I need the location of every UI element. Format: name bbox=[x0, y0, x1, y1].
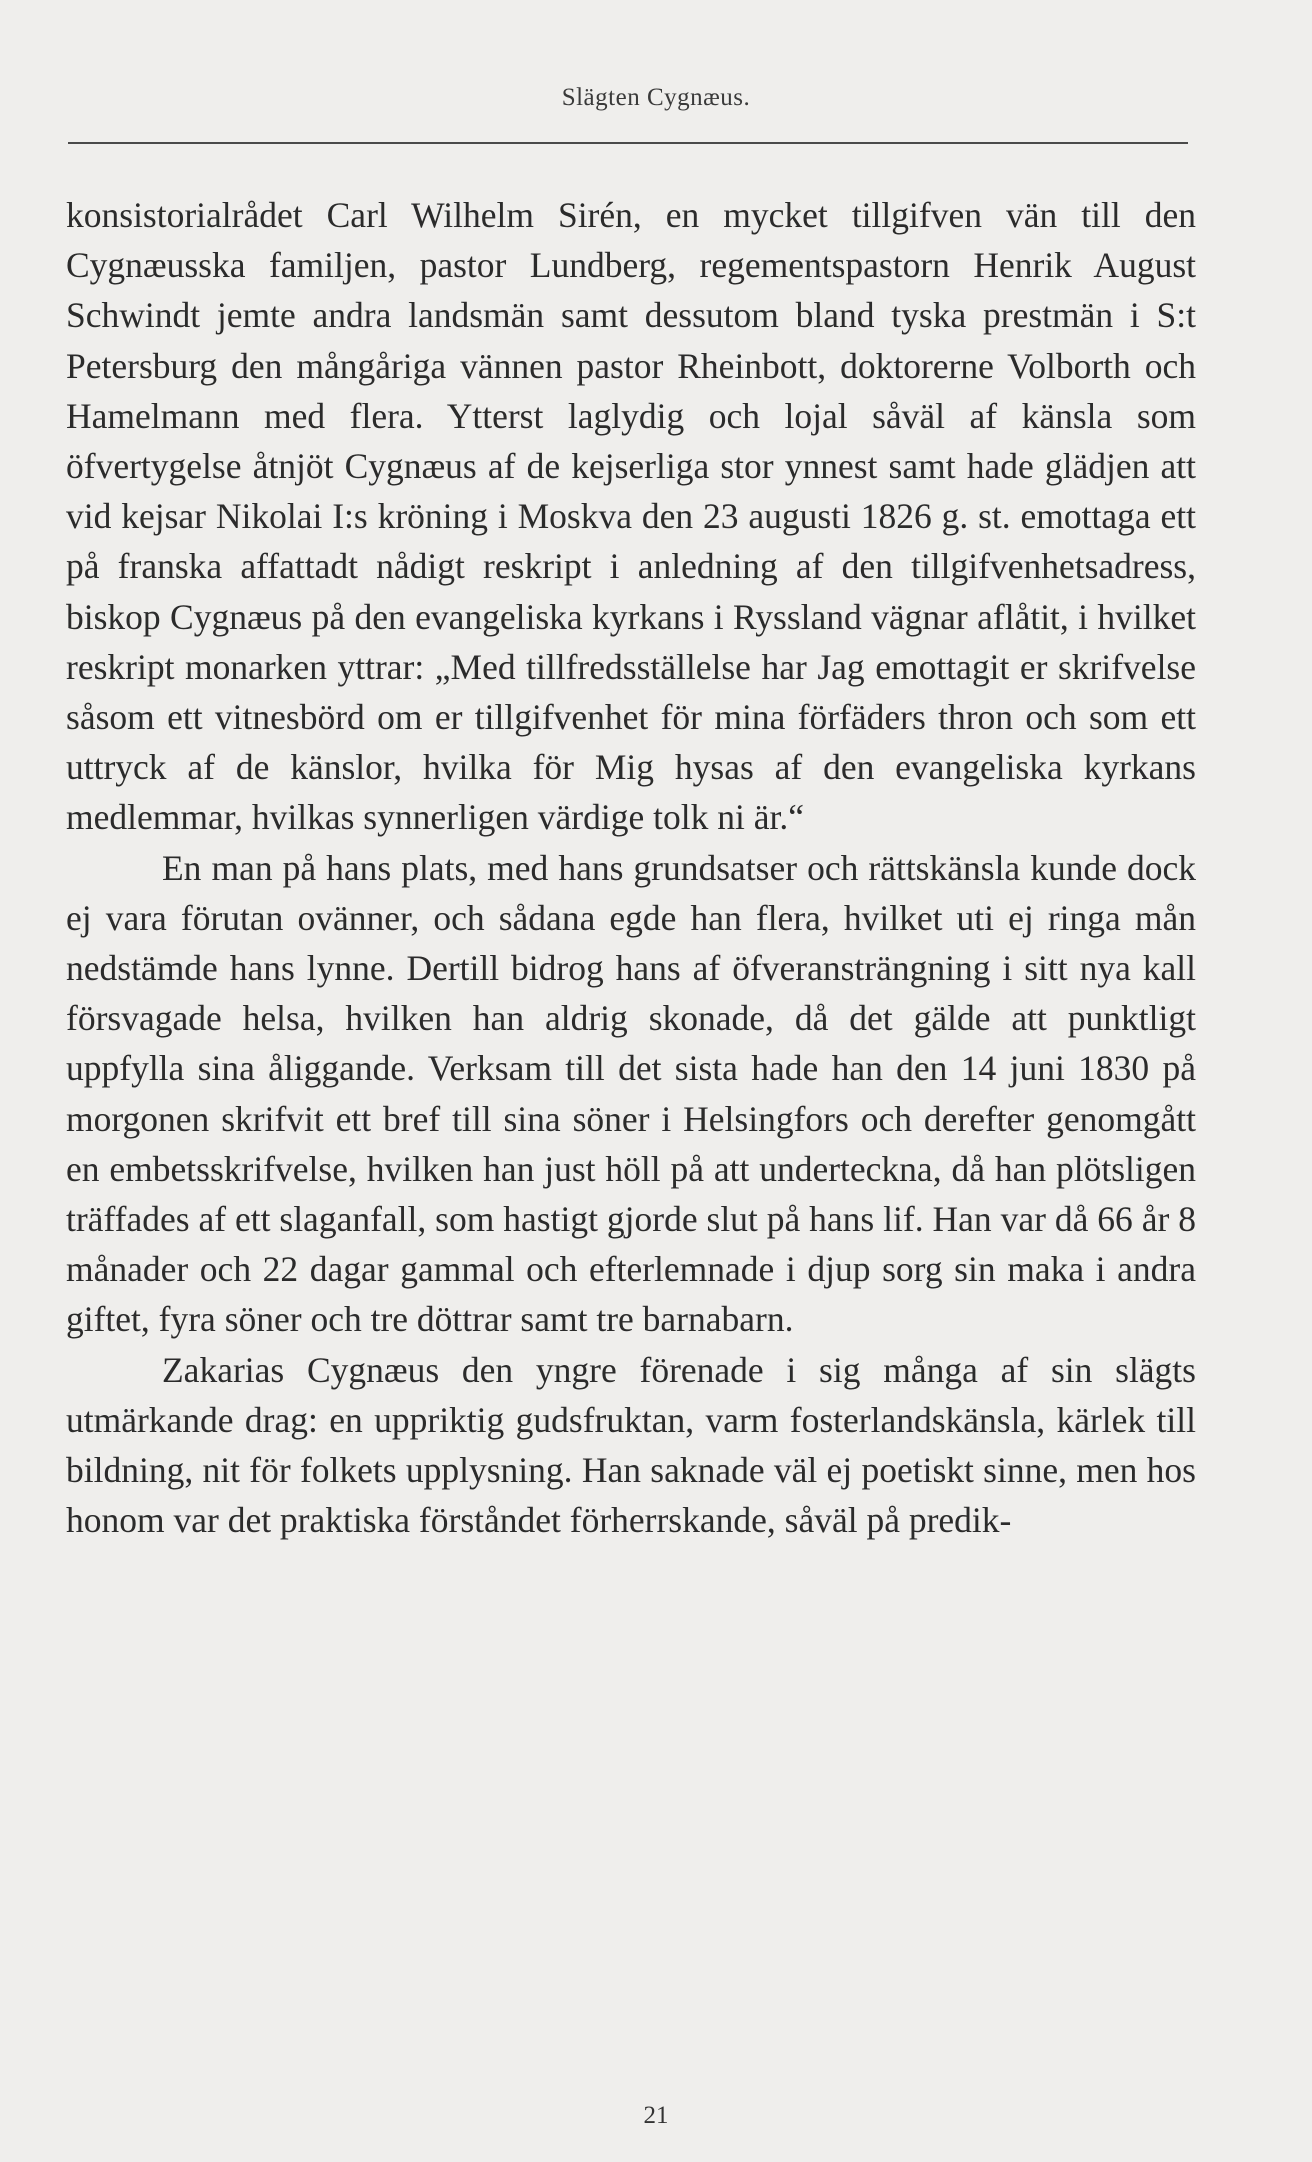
paragraph-death: En man på hans plats, med hans grundsatser och rättskänsla kunde dock ej vara förutan ovänner, och sådana egde han flera, hvilket uti ej ringa mån nedstämde hans lynne. Dertill bidrog hans af öfveransträngning i sitt nya kall försvagade helsa, hvilken han aldrig skonade, då det gälde att punktligt uppfylla sina åliggande. Verksam till det sista hade han den 14 juni 1830 på morgonen skrifvit ett bref till sina söner i Helsingfors och derefter genomgått en embetsskrifvelse, hvilken han just höll på att underteckna, då han plötsligen träffades af ett slaganfall, som hastigt gjorde slut på hans lif. Han var då 66 år 8 månader och 22 dagar gammal och efterlemnade i djup sorg sin maka i andra giftet, fyra söner och tre döttrar samt tre barnabarn. bbox=[66, 847, 1196, 1340]
running-title: Slägten Cygnæus. bbox=[561, 84, 751, 111]
header-rule bbox=[68, 142, 1188, 144]
paragraph-continued: konsistorialrådet Carl Wilhelm Sirén, en mycket tillgifven vän till den Cygnæusska familjen, pastor Lundberg, regementspastorn Henrik August Schwindt jemte andra landsmän samt dessutom bland tyska prestmän i S:t Petersburg den mångåriga vännen pastor Rheinbott, doktorerne Volborth och Hamelmann med flera. Ytterst laglydig och lojal såväl af känsla som öfvertygelse åtnjöt Cygnæus af de kejserliga stor ynnest samt hade glädjen att vid kejsar Nikolai I:s kröning i Moskva den 23 augusti 1826 g. st. emottaga ett på franska affattadt nådigt reskript i anledning af den tillgifvenhetsadress, biskop Cygnæus på den evangeliska kyrkans i Ryssland vägnar aflåtit, i hvilket reskript monarken yttrar: „Med tillfredsställelse har Jag emottagit er skrifvelse såsom ett vitnesbörd om er tillgifvenhet för mina förfäders thron och som ett uttryck af de känslor, hvilka för Mig hysas af den evangeliska kyrkans medlemmar, hvilkas synnerligen värdige tolk ni är.“ bbox=[66, 195, 1196, 838]
paragraph-zakarias: Zakarias Cygnæus den yngre förenade i sig många af sin slägts utmärkande drag: en uppriktig gudsfruktan, varm fosterlandskänsla, kärlek till bildning, nit för folkets upplysning. Han saknade väl ej poetiskt sinne, men hos honom var det praktiska förståndet förherrskande, såväl på predik- bbox=[66, 1349, 1196, 1541]
page-number: 21 bbox=[643, 2102, 669, 2129]
body-text bbox=[66, 190, 1196, 1545]
